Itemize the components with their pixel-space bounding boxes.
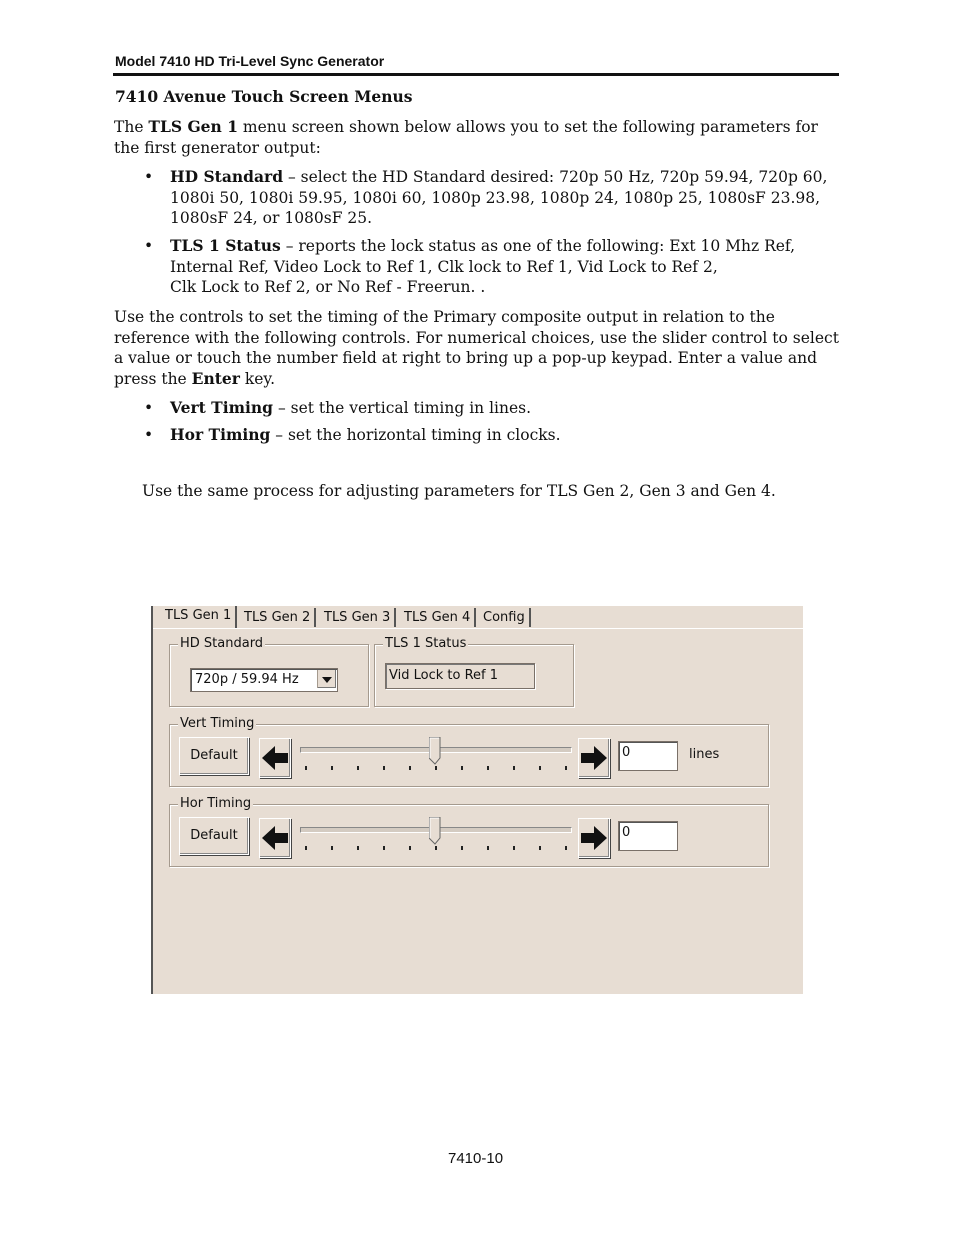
header-rule	[113, 73, 839, 76]
hor-timing-label: Hor Timing	[180, 796, 252, 811]
tls-gen-menu-panel	[151, 606, 803, 994]
vert-increment-button[interactable]	[578, 738, 610, 778]
bullet-marker: •	[144, 399, 154, 417]
right-arrow-icon	[580, 824, 608, 852]
tls-status-readout	[385, 663, 535, 689]
dropdown-button[interactable]	[317, 670, 336, 688]
slider-thumb[interactable]	[429, 737, 441, 765]
hor-default-button[interactable]: Default	[179, 817, 249, 855]
bullet-term: HD Standard	[170, 167, 284, 186]
slider-tick	[539, 846, 541, 850]
vert-timing-unit: lines	[689, 747, 720, 762]
slider-tick	[565, 846, 567, 850]
slider-tick	[331, 846, 333, 850]
intro-post: menu screen shown below allows you to set the following parameters for the first generator output:	[114, 118, 818, 157]
slider-tick	[487, 766, 489, 770]
tab-config[interactable]: Config	[479, 608, 531, 627]
slider-tick	[305, 766, 307, 770]
slider-tick	[383, 766, 385, 770]
slider-tick	[409, 846, 411, 850]
bullet-text-line2: Clk Lock to Ref 2, or No Ref - Freerun. .	[170, 278, 486, 296]
bullet-text: – set the horizontal timing in clocks.	[270, 426, 561, 444]
tab-baseline	[153, 628, 803, 629]
slider-tick	[487, 846, 489, 850]
hor-timing-group	[169, 796, 769, 867]
slider-tick	[305, 846, 307, 850]
bullet-marker: •	[144, 426, 154, 444]
left-arrow-icon	[261, 824, 289, 852]
tls-status-label: TLS 1 Status	[385, 636, 467, 651]
controls-bold: Enter	[191, 368, 240, 388]
bullet-text: – set the vertical timing in lines.	[273, 399, 532, 417]
bullet-vert-timing	[170, 398, 850, 419]
tab-tls-gen-3[interactable]: TLS Gen 3	[320, 608, 396, 627]
slider-tick	[357, 846, 359, 850]
left-arrow-icon	[261, 744, 289, 772]
bullet-tls-status	[170, 236, 830, 298]
slider-tick	[409, 766, 411, 770]
tab-tls-gen-1[interactable]: TLS Gen 1	[161, 606, 237, 629]
bullet-text: – select the HD Standard desired: 720p 50 Hz, 720p 59.94, 720p 60, 1080i 50, 1080i 59.95, 1080i 60, 1080p 23.98, 1080p 24, 1080p 25, 1080sF 23.98, 1080sF 24, or 1080sF 25.	[170, 168, 828, 227]
slider-tick	[435, 846, 437, 850]
vert-decrement-button[interactable]	[259, 738, 291, 778]
hor-increment-button[interactable]	[578, 818, 610, 858]
vert-timing-value: 0	[622, 745, 631, 760]
slider-tick	[539, 766, 541, 770]
controls-paragraph	[114, 307, 842, 389]
slider-thumb[interactable]	[429, 817, 441, 845]
right-arrow-icon	[580, 744, 608, 772]
slider-tick	[565, 766, 567, 770]
slider-tick	[357, 766, 359, 770]
same-process-paragraph: Use the same process for adjusting parameters for TLS Gen 2, Gen 3 and Gen 4.	[142, 482, 776, 500]
hor-timing-input[interactable]	[618, 821, 678, 851]
bullet-term: Hor Timing	[170, 425, 271, 444]
slider-tick	[513, 846, 515, 850]
page-number: 7410-10	[448, 1150, 504, 1167]
controls-text: Use the controls to set the timing of the Primary composite output in relation to the reference with the following controls. For numerical choices, use the slider control to select a value or touch the number field at right to bring up a pop-up keypad. Enter a value and press the	[114, 308, 839, 388]
bullet-text: – reports the lock status as one of the following: Ext 10 Mhz Ref, Internal Ref, Video Lock to Ref 1, Clk lock to Ref 1, Vid Lock to Ref 2,	[170, 237, 796, 276]
tab-row	[153, 606, 803, 628]
intro-bold: TLS Gen 1	[148, 117, 238, 136]
slider-tick	[461, 766, 463, 770]
bullet-term: TLS 1 Status	[170, 236, 281, 255]
bullet-hd-standard	[170, 167, 845, 229]
bullet-term: Vert Timing	[170, 398, 274, 417]
vert-timing-group	[169, 716, 769, 787]
hd-standard-group	[169, 636, 369, 707]
slider-tick	[461, 846, 463, 850]
tls-status-group	[374, 636, 574, 707]
hor-decrement-button[interactable]	[259, 818, 291, 858]
vert-timing-slider[interactable]	[300, 737, 572, 777]
vert-timing-input[interactable]	[618, 741, 678, 771]
vert-default-button[interactable]: Default	[179, 737, 249, 775]
dropdown-arrow-icon	[322, 677, 332, 683]
intro-paragraph	[114, 117, 844, 158]
bullet-marker: •	[144, 168, 154, 186]
vert-timing-label: Vert Timing	[180, 716, 255, 731]
slider-tick	[435, 766, 437, 770]
hd-standard-value: 720p / 59.94 Hz	[195, 672, 299, 687]
controls-post: key.	[239, 369, 276, 388]
document-header: Model 7410 HD Tri-Level Sync Generator	[115, 53, 385, 69]
tab-tls-gen-2[interactable]: TLS Gen 2	[240, 608, 316, 627]
hor-timing-value: 0	[622, 825, 631, 840]
section-title: 7410 Avenue Touch Screen Menus	[115, 87, 413, 106]
intro-pre: The	[114, 118, 149, 136]
bullet-hor-timing	[170, 425, 850, 446]
slider-tick	[383, 846, 385, 850]
hd-standard-dropdown[interactable]	[190, 668, 338, 692]
hd-standard-label: HD Standard	[180, 636, 264, 651]
tab-tls-gen-4[interactable]: TLS Gen 4	[400, 608, 476, 627]
slider-tick	[331, 766, 333, 770]
bullet-marker: •	[144, 237, 154, 255]
hor-timing-slider[interactable]	[300, 817, 572, 857]
tls-status-value: Vid Lock to Ref 1	[389, 668, 498, 683]
slider-tick	[513, 766, 515, 770]
